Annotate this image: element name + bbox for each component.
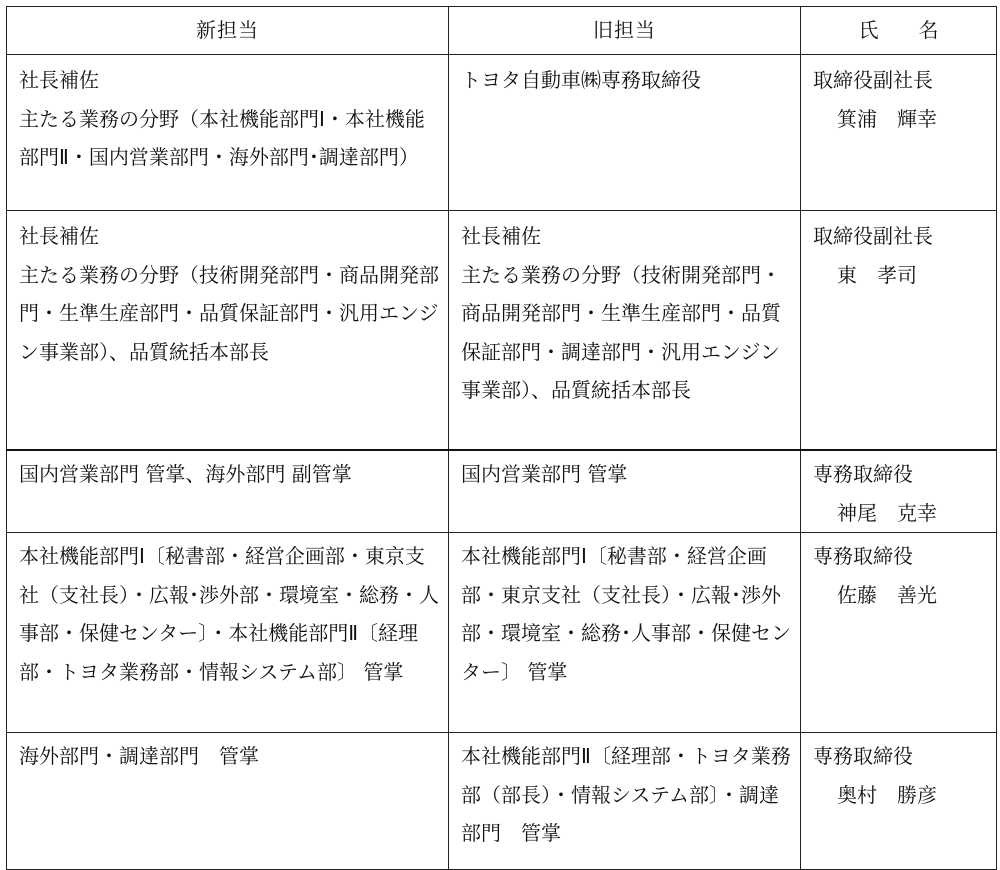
person-name: 佐藤 善光 bbox=[837, 582, 937, 607]
new-assignment-text: 海外部門・調達部門 管掌 bbox=[19, 744, 259, 769]
name-cell bbox=[801, 533, 997, 733]
header-new-assignment: 新担当 bbox=[7, 7, 449, 55]
table-row bbox=[7, 450, 997, 533]
old-assignment-text: 国内営業部門 管掌 bbox=[461, 462, 628, 486]
name-cell bbox=[801, 211, 997, 451]
new-assignment-cell bbox=[7, 211, 449, 451]
position-title: 専務取締役 bbox=[813, 744, 913, 769]
position-title: 取締役副社長 bbox=[813, 224, 933, 248]
person-name: 東 孝司 bbox=[837, 262, 917, 287]
old-assignment-text: 社長補佐 主たる業務の分野（技術開発部門・商品開発部門・生準生産部門・品質保証部門・調達部門・汎用エンジン事業部）、品質統括本部長 bbox=[461, 224, 781, 403]
position-title: 専務取締役 bbox=[813, 544, 913, 569]
new-assignment-cell bbox=[7, 733, 449, 870]
new-assignment-cell bbox=[7, 533, 449, 733]
old-assignment-text: 本社機能部門Ⅰ〔秘書部・経営企画部・東京支社（支社長）・広報･渉外部・環境室・総務･人事部・保健センター〕 管掌 bbox=[461, 544, 791, 684]
old-assignment-cell bbox=[449, 733, 801, 870]
new-assignment-text: 本社機能部門Ⅰ〔秘書部・経営企画部・東京支社（支社長）・広報･渉外部・環境室・総務・人事部・保健センター〕・本社機能部門Ⅱ〔経理部・トヨタ業務部・情報システム部〕 管掌 bbox=[19, 544, 439, 684]
new-assignment-text: 社長補佐 主たる業務の分野（技術開発部門・商品開発部門・生準生産部門・品質保証部門・汎用エンジン事業部）、品質統括本部長 bbox=[19, 224, 439, 364]
table-row bbox=[7, 211, 997, 451]
position-title: 取締役副社長 bbox=[813, 68, 933, 92]
old-assignment-text: トヨタ自動車㈱専務取締役 bbox=[461, 68, 701, 92]
table-row bbox=[7, 533, 997, 733]
old-assignment-text: 本社機能部門Ⅱ〔経理部・トヨタ業務部（部長）・情報システム部〕・調達部門 管掌 bbox=[461, 744, 791, 846]
name-cell bbox=[801, 55, 997, 211]
old-assignment-cell bbox=[449, 55, 801, 211]
new-assignment-cell bbox=[7, 55, 449, 211]
old-assignment-cell bbox=[449, 533, 801, 733]
person-name: 箕浦 輝幸 bbox=[837, 106, 937, 131]
new-assignment-text: 社長補佐 主たる業務の分野（本社機能部門Ⅰ・本社機能部門Ⅱ・国内営業部門・海外部門･調達部門） bbox=[19, 68, 425, 170]
person-name: 奥村 勝彦 bbox=[837, 782, 937, 807]
header-name: 氏 名 bbox=[801, 7, 997, 55]
new-assignment-text: 国内営業部門 管掌、海外部門 副管掌 bbox=[19, 462, 352, 486]
assignment-table bbox=[6, 6, 997, 870]
header-row bbox=[7, 7, 997, 55]
position-title: 専務取締役 bbox=[813, 462, 913, 486]
header-old-assignment: 旧担当 bbox=[449, 7, 801, 55]
person-name: 神尾 克幸 bbox=[837, 500, 937, 525]
old-assignment-cell bbox=[449, 450, 801, 533]
old-assignment-cell bbox=[449, 211, 801, 451]
new-assignment-cell bbox=[7, 450, 449, 533]
name-cell bbox=[801, 733, 997, 870]
table-row bbox=[7, 55, 997, 211]
name-cell bbox=[801, 450, 997, 533]
table-row bbox=[7, 733, 997, 870]
